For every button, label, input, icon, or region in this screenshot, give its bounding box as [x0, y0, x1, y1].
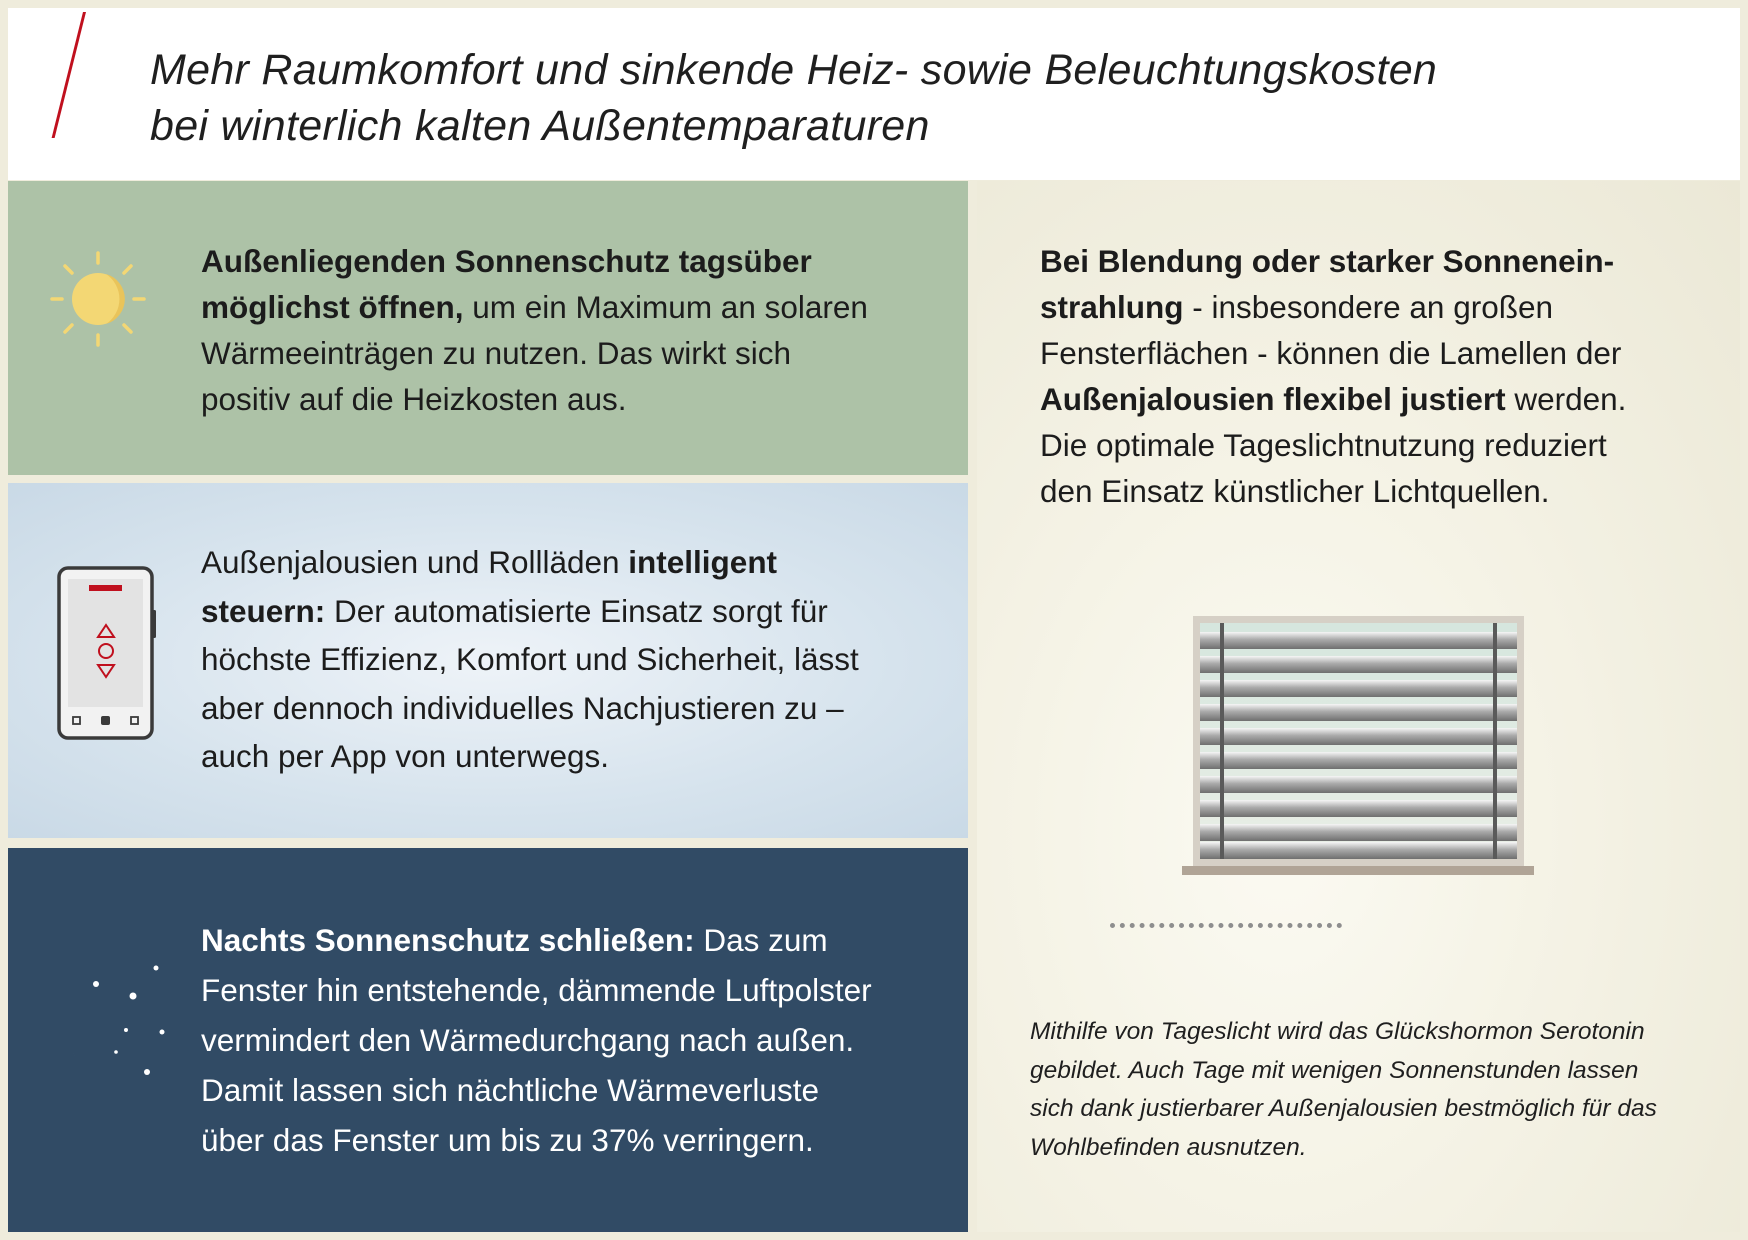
glare-text-bold-4: Außenjalousien flexibel justiert	[1040, 381, 1506, 417]
glare-text	[1040, 238, 1626, 514]
smart-text-4: aber dennoch individuelles Nachjustieren zu –	[201, 689, 844, 726]
smart-text-1: Außenjalousien und Rollläden	[201, 544, 629, 580]
page-title	[150, 42, 1437, 154]
night-text-3: vermindert den Wärmedurchgang nach außen.	[201, 1022, 855, 1058]
window-blinds-icon	[1182, 616, 1542, 876]
glare-text-bold-1: Bei Blendung oder starker Sonnenein-	[1040, 243, 1615, 279]
dotted-divider	[1110, 923, 1342, 928]
smart-text	[201, 538, 859, 781]
day-text-bold-1: Außenliegenden Sonnenschutz tagsüber	[201, 243, 812, 279]
smartphone-icon	[56, 565, 162, 741]
smart-text-5: auch per App von unterwegs.	[201, 738, 610, 774]
caption-line-2: gebildet. Auch Tage mit wenigen Sonnenstunden lassen	[1030, 1056, 1639, 1084]
night-text-4: Damit lassen sich nächtliche Wärmeverluste	[201, 1072, 819, 1108]
glare-caption	[1030, 1013, 1657, 1167]
day-text-2: um ein Maximum an solaren	[463, 289, 868, 325]
smart-text-2: Der automatisierte Einsatz sorgt für	[325, 592, 828, 629]
glare-text-6: den Einsatz künstlicher Lichtquellen.	[1040, 473, 1550, 509]
day-text-3: Wärmeeinträgen zu nutzen. Das wirkt sich	[201, 335, 791, 371]
title-line-1: Mehr Raumkomfort und sinkende Heiz- sowie Beleuchtungskosten	[150, 46, 1438, 94]
panel-glare	[977, 181, 1740, 1232]
caption-line-1: Mithilfe von Tageslicht wird das Glückshormon Serotonin	[1030, 1018, 1645, 1045]
moon-stars-icon	[44, 948, 174, 1098]
smart-text-bold-2: steuern:	[201, 592, 326, 629]
night-text-1: Das zum	[694, 922, 828, 958]
panel-day	[8, 181, 968, 475]
sun-icon	[48, 249, 148, 349]
smart-text-bold-1: intelligent	[628, 544, 778, 580]
night-text-2: Fenster hin entstehende, dämmende Luftpolster	[201, 972, 872, 1008]
caption-line-4: Wohlbefinden ausnutzen.	[1030, 1133, 1307, 1161]
header	[8, 8, 1740, 180]
glare-text-3: Fensterflächen - können die Lamellen der	[1040, 335, 1622, 371]
smart-text-3: höchste Effizienz, Komfort und Sicherheit, lässt	[201, 641, 859, 677]
glare-text-4: werden.	[1505, 381, 1627, 417]
glare-text-5: Die optimale Tageslichtnutzung reduziert	[1040, 427, 1607, 463]
accent-slash	[52, 12, 86, 138]
day-text	[201, 238, 868, 422]
night-text-5: über das Fenster um bis zu 37% verringern.	[201, 1122, 814, 1158]
panel-night	[8, 848, 968, 1232]
glare-text-bold-2: strahlung	[1040, 289, 1184, 325]
night-text-bold-1: Nachts Sonnenschutz schließen:	[201, 922, 695, 958]
day-text-bold-2: möglichst öffnen,	[201, 289, 464, 325]
day-text-4: positiv auf die Heizkosten aus.	[201, 381, 627, 417]
title-line-2: bei winterlich kalten Außentemparaturen	[150, 102, 930, 150]
night-text	[201, 915, 872, 1165]
caption-line-3: sich dank justierbarer Außenjalousien bestmöglich für das	[1030, 1095, 1657, 1122]
glare-text-2: - insbesondere an großen	[1183, 289, 1553, 325]
panel-smart	[8, 483, 968, 838]
